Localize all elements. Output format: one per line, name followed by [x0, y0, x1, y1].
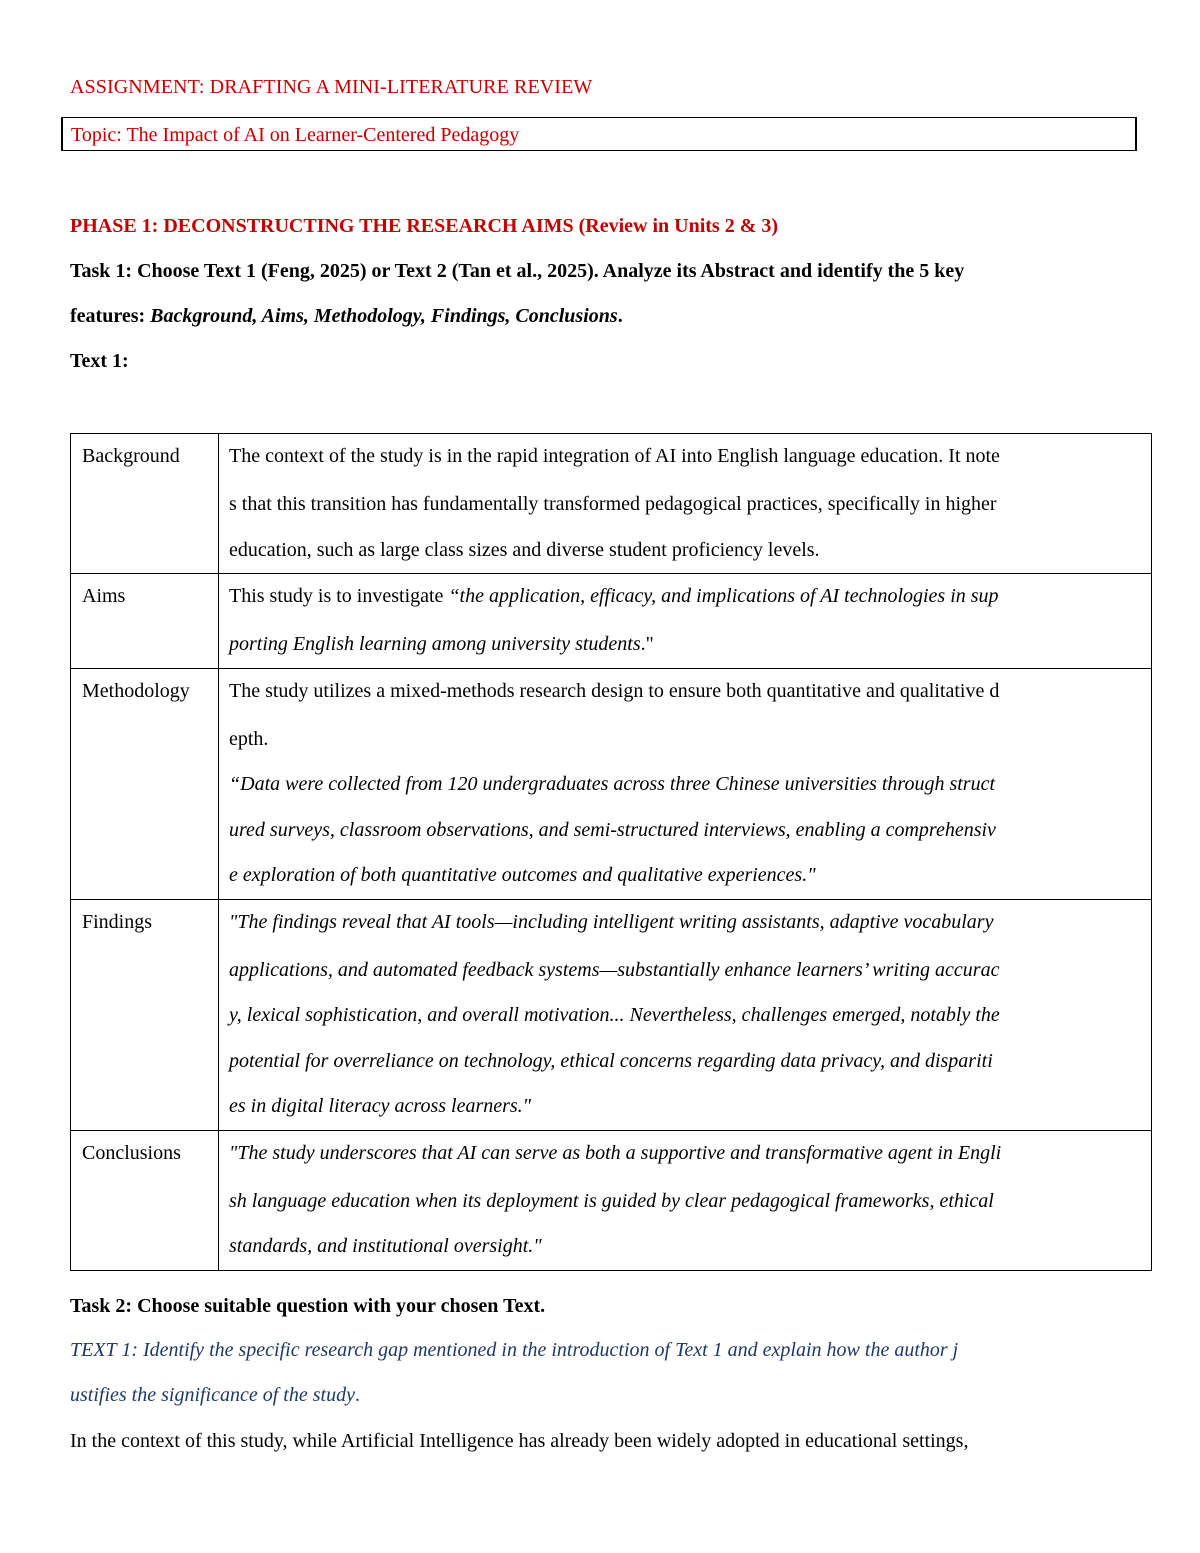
assignment-heading: ASSIGNMENT: DRAFTING A MINI-LITERATURE REVIEW — [70, 76, 593, 98]
row-content: This study is to investigate “the application, efficacy, and implications of AI technologies in sup porting English learning among university students." — [219, 574, 1152, 669]
row-content: "The findings reveal that AI tools—including intelligent writing assistants, adaptive vocabulary applications, and automated feedback systems—substantially enhance learners’ writing accurac y, lexical sophistication, and overall motivation... Nevertheless, challenges emerged, notably the potential for overreliance on technology, ethical concerns regarding data privacy, and dispariti es in digital literacy across learners." — [219, 899, 1152, 1130]
features-table — [70, 433, 1152, 1271]
text1-label: Text 1: — [70, 350, 129, 372]
topic-text: Topic: The Impact of AI on Learner-Centered Pedagogy — [71, 124, 520, 146]
row-content: The study utilizes a mixed-methods research design to ensure both quantitative and qualitative d epth. “Data were collected from 120 undergraduates across three Chinese universities through struct ured surveys, classroom observations, and semi-structured interviews, enabling a comprehensiv e exploration of both quantitative outcomes and qualitative experiences." — [219, 668, 1152, 899]
topic-box — [61, 117, 1137, 151]
row-label: Background — [71, 434, 219, 574]
task2-answer-line1: In the context of this study, while Artificial Intelligence has already been widely adopted in educational settings, — [70, 1430, 969, 1452]
task1-line2-suffix: . — [617, 305, 623, 327]
task1-line1: Task 1: Choose Text 1 (Feng, 2025) or Text 2 (Tan et al., 2025). Analyze its Abstract and identify the 5 key — [70, 260, 965, 282]
task1-line2-prefix: features: — [70, 305, 151, 327]
row-label: Conclusions — [71, 1130, 219, 1270]
task2-question-line1: TEXT 1: Identify the specific research gap mentioned in the introduction of Text 1 and explain how the author j — [70, 1339, 959, 1361]
row-label: Methodology — [71, 668, 219, 899]
row-label: Findings — [71, 899, 219, 1130]
row-content: The context of the study is in the rapid integration of AI into English language education. It note s that this transition has fundamentally transformed pedagogical practices, specifically in higher education, such as large class sizes and diverse student proficiency levels. — [219, 434, 1152, 574]
table-row-methodology — [71, 668, 1152, 899]
task1-features: Background, Aims, Methodology, Findings, Conclusions — [150, 305, 618, 327]
task1-line2 — [70, 305, 623, 328]
task2-question-line2: ustifies the significance of the study. — [70, 1384, 360, 1406]
task2-title: Task 2: Choose suitable question with your chosen Text. — [70, 1295, 546, 1317]
phase-heading: PHASE 1: DECONSTRUCTING THE RESEARCH AIMS (Review in Units 2 & 3) — [70, 215, 779, 237]
table-row-background — [71, 434, 1152, 574]
table-row-aims — [71, 574, 1152, 669]
table-row-conclusions — [71, 1130, 1152, 1270]
row-content: "The study underscores that AI can serve as both a supportive and transformative agent in Engli sh language education when its deployment is guided by clear pedagogical frameworks, ethical standards, and institutional oversight." — [219, 1130, 1152, 1270]
table-row-findings — [71, 899, 1152, 1130]
row-label: Aims — [71, 574, 219, 669]
